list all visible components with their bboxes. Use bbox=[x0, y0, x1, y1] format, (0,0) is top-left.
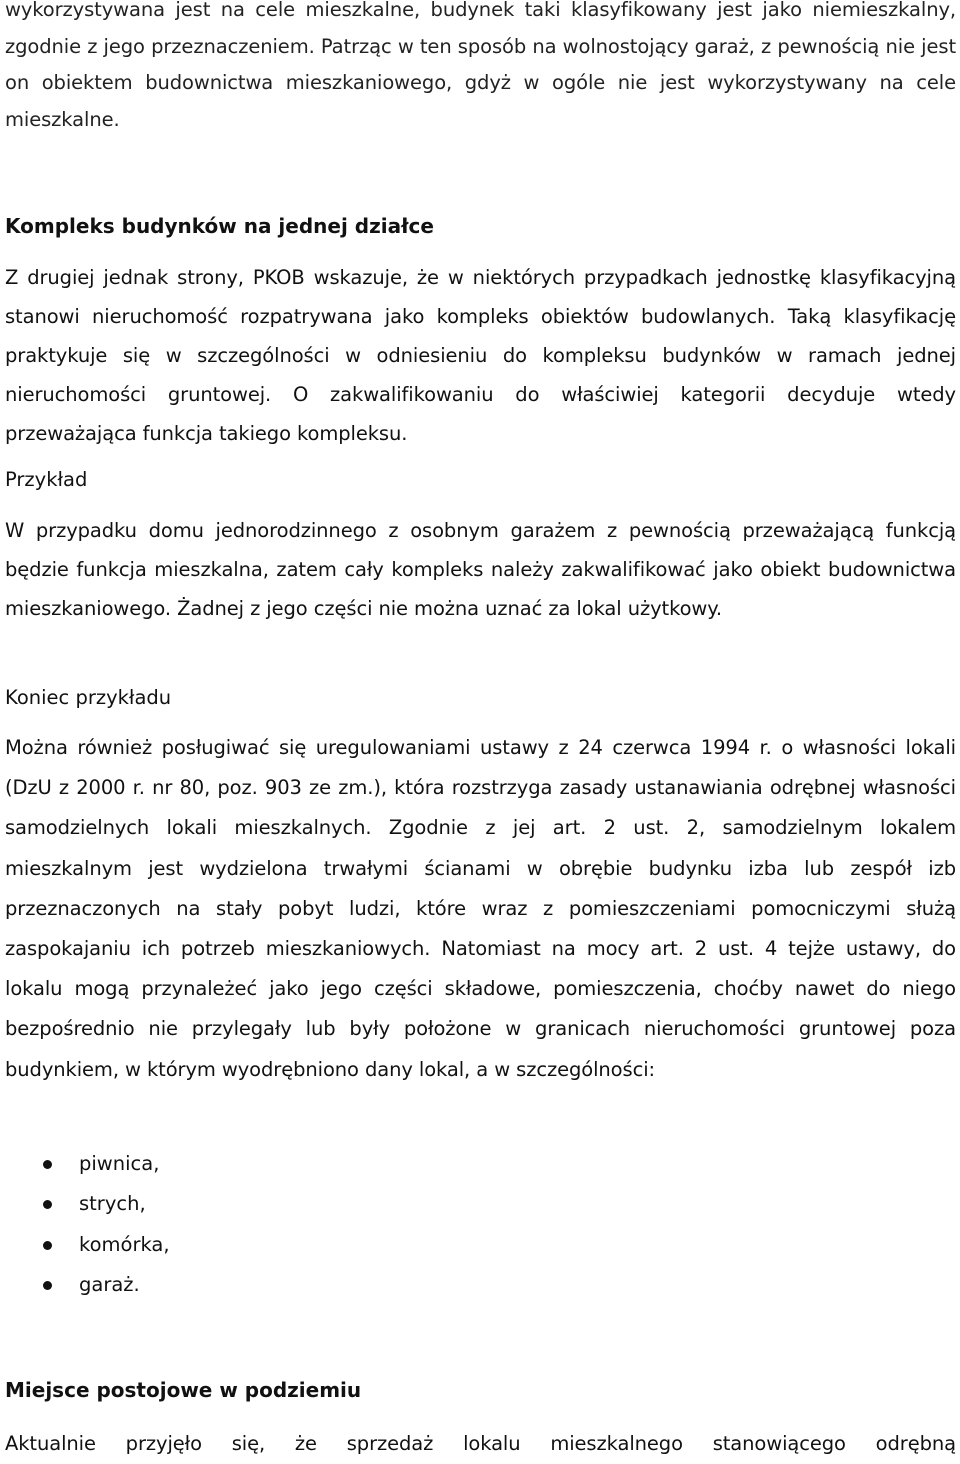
list-item: komórka, bbox=[5, 1225, 170, 1265]
example-paragraph: W przypadku domu jednorodzinnego z osobnym garażem z pewnością przeważającą funkcją będzie funkcja mieszkalna, zatem cały kompleks należy zakwalifikować jako obiekt budownictwa mieszkaniowego. Żadnej z jego części nie można uznać za lokal użytkowy. bbox=[5, 519, 956, 620]
pkob-paragraph: Z drugiej jednak strony, PKOB wskazuje, że w niektórych przypadkach jednostkę klasyfikacyjną stanowi nieruchomość rozpatrywana jako kompleks obiektów budowlanych. Taką klasyfikację praktykuje się w szczególności w odniesieniu do kompleksu budynków w ramach jednej nieruchomości gruntowej. O zakwalifikowaniu do właściwiej kategorii decyduje wtedy przeważająca funkcja takiego kompleksu. bbox=[5, 266, 956, 445]
component-rooms-list bbox=[5, 1144, 170, 1305]
law-paragraph: Można również posługiwać się uregulowaniami ustawy z 24 czerwca 1994 r. o własności lokali (DzU z 2000 r. nr 80, poz. 903 ze zm.), która rozstrzyga zasady ustanawiania odrębnej własności samodzielnych lokali mieszkalnych. Zgodnie z jej art. 2 ust. 2, samodzielnym lokalem mieszkalnym jest wydzielona trwałymi ścianami w obrębie budynku izba lub zespół izb przeznaczonych na stały pobyt ludzi, które wraz z pomieszczeniami pomocniczymi służą zaspokajaniu ich potrzeb mieszkaniowych. Natomiast na mocy art. 2 ust. 4 tejże ustawy, do lokalu mogą przynależeć jako jego części składowe, pomieszczenia, choćby nawet do niego bezpośrednio nie przylegały lub były położone w granicach nieruchomości gruntowej poza budynkiem, w którym wyodrębniono dany lokal, a w szczególności: bbox=[5, 736, 956, 1081]
bullet-icon bbox=[43, 1241, 52, 1250]
example-end-label: Koniec przykładu bbox=[5, 686, 172, 709]
example-label: Przykład bbox=[5, 468, 88, 491]
bullet-icon bbox=[43, 1200, 52, 1209]
list-item: piwnica, bbox=[5, 1144, 170, 1184]
section-heading-complex: Kompleks budynków na jednej działce bbox=[5, 214, 434, 238]
bullet-icon bbox=[43, 1281, 52, 1290]
parking-paragraph: Aktualnie przyjęło się, że sprzedaż lokalu mieszkalnego stanowiącego odrębną bbox=[5, 1432, 956, 1455]
document-page bbox=[5, 0, 956, 1455]
intro-paragraph: wykorzystywana jest na cele mieszkalne, budynek taki klasyfikowany jest jako niemieszkalny, zgodnie z jego przeznaczeniem. Patrząc w ten sposób na wolnostojący garaż, z pewnością nie jest on obiektem budownictwa mieszkaniowego, gdyż w ogóle nie jest wykorzystywany na cele mieszkalne. bbox=[5, 0, 956, 131]
list-item: strych, bbox=[5, 1184, 170, 1224]
list-item: garaż. bbox=[5, 1265, 170, 1305]
section-heading-parking: Miejsce postojowe w podziemiu bbox=[5, 1378, 362, 1402]
bullet-icon bbox=[43, 1160, 52, 1169]
